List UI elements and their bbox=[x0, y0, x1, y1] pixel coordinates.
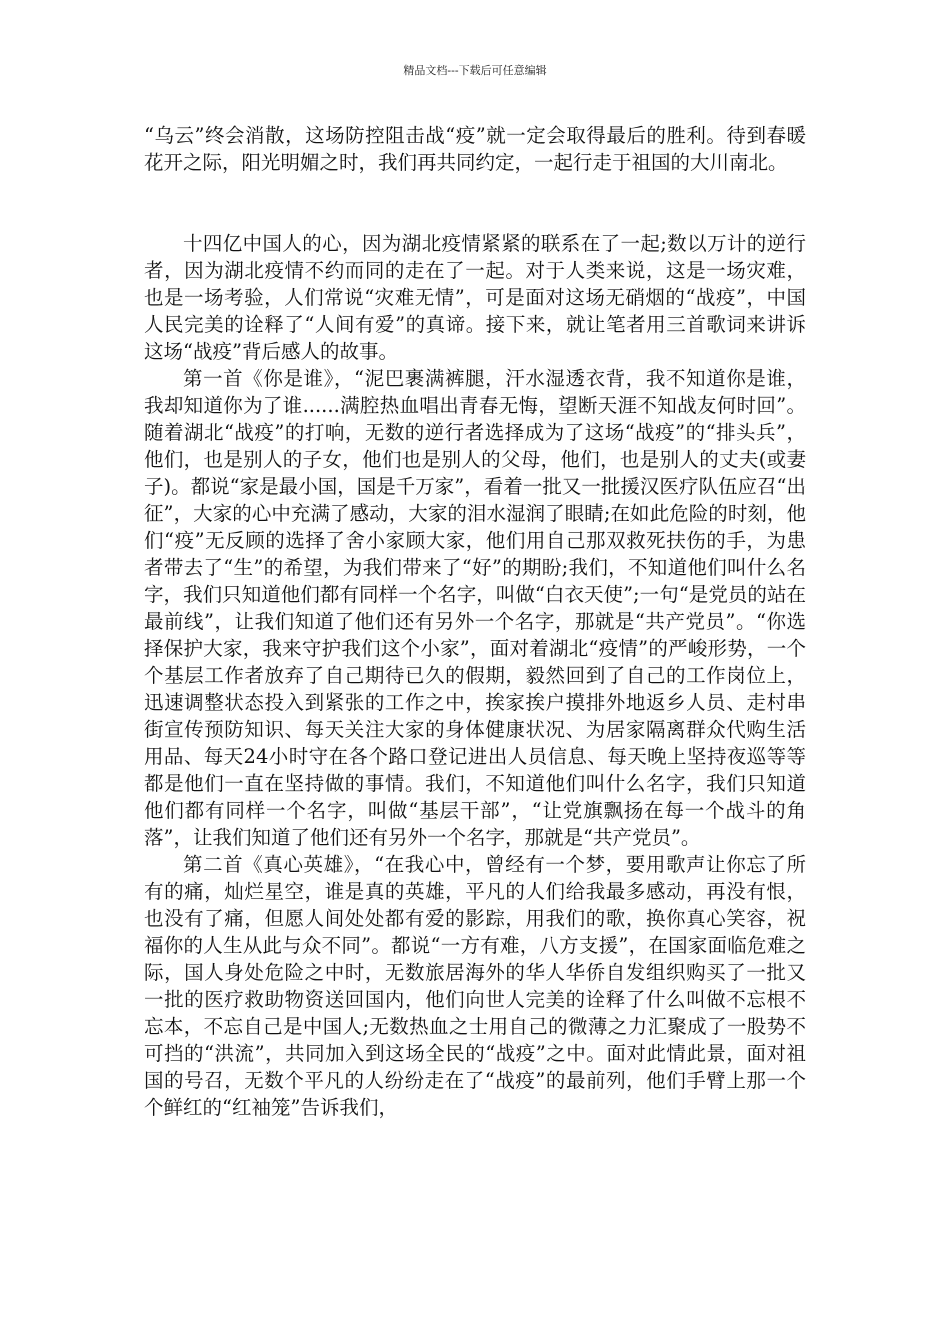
page-header: 精品文档---下载后可任意编辑 bbox=[403, 64, 547, 77]
paragraph-3: 第一首《你是谁》，“泥巴裹满裤腿，汗水湿透衣背，我不知道你是谁，我却知道你为了谁......满腔热血唱出青春无悔，望断天涯不知战友何时回”。随着湖北“战疫”的打响，无数的逆行者选择成为了这场“战疫”的“排头兵”，他们，也是别人的子女，他们也是别人的父母，他们，也是别人的丈夫(或妻子)。都说“家是最小国，国是千万家”，看着一批又一批援汉医疗队伍应召“出征”，大家的心中充满了感动，大家的泪水湿润了眼睛;在如此危险的时刻，他们“疫”无反顾的选择了舍小家顾大家，他们用自己那双救死扶伤的手，为患者带去了“生”的希望，为我们带来了“好”的期盼;我们，不知道他们叫什么名字，我们只知道他们都有同样一个名字，叫做“白衣天使”;一句“是党员的站在最前线”，让我们知道了他们还有另外一个名字，那就是“共产党员”。“你选择保护大家，我来守护我们这个小家”，面对着湖北“疫情”的严峻形势，一个个基层工作者放弃了自己期待已久的假期，毅然回到了自己的工作岗位上，迅速调整状态投入到紧张的工作之中，挨家挨户摸排外地返乡人员、走村串街宣传预防知识、每天关注大家的身体健康状况、为居家隔离群众代购生活用品、每天24小时守在各个路口登记进出人员信息、每天晚上坚持夜巡等等都是他们一直在坚持做的事情。我们，不知道他们叫什么名字，我们只知道他们都有同样一个名字，叫做“基层干部”，“让党旗飘扬在每一个战斗的角落”，让我们知道了他们还有另外一个名字，那就是“共产党员”。 bbox=[144, 367, 806, 849]
paragraph-2: 十四亿中国人的心，因为湖北疫情紧紧的联系在了一起;数以万计的逆行者，因为湖北疫情不约而同的走在了一起。对于人类来说，这是一场灾难，也是一场考验，人们常说“灾难无情”，可是面对这场无硝烟的“战疫”，中国人民完美的诠释了“人间有爱”的真谛。接下来，就让笔者用三首歌词来讲诉这场“战疫”背后感人的故事。 bbox=[144, 232, 806, 363]
document-body bbox=[144, 122, 806, 1121]
paragraph-4: 第二首《真心英雄》，“在我心中，曾经有一个梦，要用歌声让你忘了所有的痛，灿烂星空，谁是真的英雄，平凡的人们给我最多感动，再没有恨，也没有了痛，但愿人间处处都有爱的影踪，用我们的歌，换你真心笑容，祝福你的人生从此与众不同”。都说“一方有难，八方支援”，在国家面临危难之际，国人身处危险之中时，无数旅居海外的华人华侨自发组织购买了一批又一批的医疗救助物资送回国内，他们向世人完美的诠释了什么叫做不忘根不忘本，不忘自己是中国人;无数热血之士用自己的微薄之力汇聚成了一股势不可挡的“洪流”，共同加入到这场全民的“战疫”之中。面对此情此景，面对祖国的号召，无数个平凡的人纷纷走在了“战疫”的最前列，他们手臂上那一个个鲜红的“红袖笼”告诉我们， bbox=[144, 853, 806, 1119]
paragraph-1: “乌云”终会消散，这场防控阻击战“疫”就一定会取得最后的胜利。待到春暖花开之际，阳光明媚之时，我们再共同约定，一起行走于祖国的大川南北。 bbox=[144, 124, 806, 174]
